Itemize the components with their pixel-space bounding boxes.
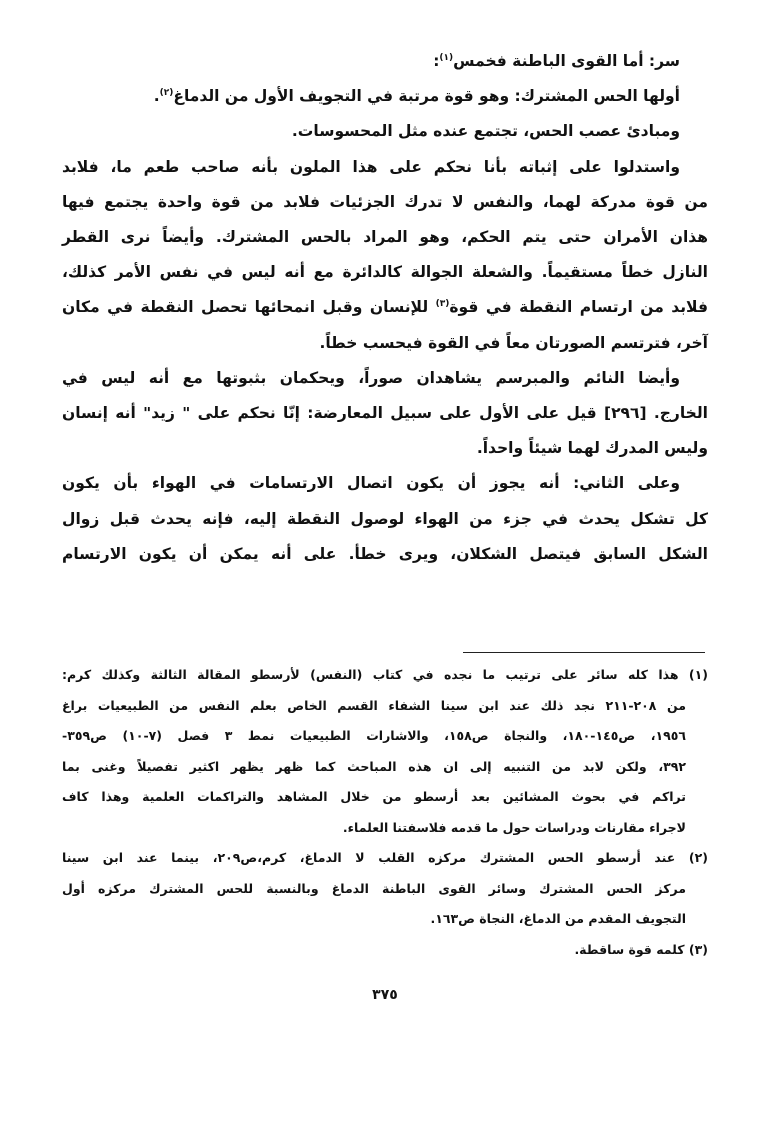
- footnote-number: (١): [688, 667, 708, 682]
- footnote-3: (٣) كلمه قوة ساقطة.: [574, 941, 708, 957]
- footnote-line: من ٢٠٨-٢١١ نجد ذلك عند ابن سينا الشفاء القسم الخاص بعلم النفس من الطبيعيات براغ: [62, 697, 686, 713]
- text-line: آخر، فترتسم الصورتان معاً في القوة فيحسب خطاً.: [319, 333, 708, 352]
- text-line: أولها الحس المشترك: وهو قوة مرتبة في التجويف الأول من الدماغ$^{(٢)}$.: [153, 87, 680, 106]
- footnote-line: مركز الحس المشترك وسائر القوى الباطنة الدماغ وبالنسبة للحس المشترك مركزه أول: [62, 880, 686, 896]
- text-line: كل تشكل يحدث في جزء من الهواء لوصول النقطة إليه، فإنه يحدث قبل زوال: [62, 509, 708, 528]
- footnotes: [62, 660, 708, 965]
- text-line: واستدلوا على إثباته بأنا نحكم على هذا الملون بأنه صاحب طعم ما، فلابد: [62, 157, 680, 176]
- footnote-line: ٣٩٢، ولكن لابد من التنبيه إلى ان هذه المباحث كما ظهر يظهر اكثير تفصيلاً وغنى بما: [62, 758, 686, 774]
- footnote-line: لاجراء مقارنات ودراسات حول ما قدمه فلاسفتنا العلماء.: [342, 819, 686, 835]
- text-line: هذان الأمران حتى يتم الحكم، وهو المراد بالحس المشترك. وأيضاً نرى القطر: [62, 228, 708, 247]
- footnote-line: ١٩٥٦، ص١٤٥-١٨٠، والنجاة ص١٥٨، والاشارات الطبيعيات نمط ٣ فصل (٧-١٠) ص٣٥٩-: [62, 728, 686, 743]
- text-line: النازل خطاً مستقيماً. والشعلة الجوالة كالدائرة مع أنه ليس في نفس الأمر كذلك،: [62, 263, 708, 282]
- footnote-marker[interactable]: (٢): [159, 88, 174, 99]
- page-number: ٣٧٥: [372, 987, 398, 1003]
- text-line: الشكل السابق فيتصل الشكلان، ويرى خطأ. على أنه يمكن أن يكون الارتسام: [62, 544, 708, 563]
- footnote-number: (٢): [688, 850, 708, 865]
- footnote-1: (١) هذا كله سائر على ترتيب ما نجده في كتاب (النفس) لأرسطو المقالة الثالثة وكذلك كرم:: [62, 667, 708, 682]
- footnote-line: التجويف المقدم من الدماغ، النجاة ص١٦٣.: [430, 911, 686, 926]
- main-text: [62, 44, 708, 572]
- footnote-marker[interactable]: (٣): [435, 299, 450, 310]
- text-line: فلابد من ارتسام النقطة في قوة$^{(٣)}$ للإنسان وقبل انمحائها تحصل النقطة في مكان: [62, 298, 708, 317]
- text-line: وأيضا النائم والمبرسم يشاهدان صوراً، ويحكمان بثبوتها مع أنه ليس في: [62, 368, 680, 387]
- text-line: الخارج. [٢٩٦] قيل على الأول على سبيل المعارضة: إنّا نحكم على " زيد" أنه إنسان: [62, 404, 708, 423]
- footnote-number: (٣): [688, 941, 708, 957]
- text-line: وعلى الثاني: أنه يجوز أن يكون اتصال الارتسامات في الهواء بأن يكون: [62, 474, 680, 493]
- footnote-separator: [463, 652, 705, 653]
- text-line: ومبادئ عصب الحس، تجتمع عنده مثل المحسوسات.: [291, 122, 680, 141]
- footnote-line: تراكم في بحوث المشائين بعد أرسطو من خلال المشاهد والتراكمات العلمية وهذا كاف: [62, 789, 686, 804]
- footnote-marker[interactable]: (١): [439, 52, 454, 63]
- footnote-2: (٢) عند أرسطو الحس المشترك مركزه القلب لا الدماغ، كرم،ص٢٠٩، بينما عند ابن سينا: [62, 850, 708, 865]
- text-line: سر: أما القوى الباطنة فخمس$^{(١)}$:: [433, 52, 680, 70]
- text-line: وليس المدرك لهما شيئاً واحداً.: [476, 439, 708, 458]
- text-line: من قوة مدركة لهما، والنفس لا تدرك الجزئيات فلابد من قوة واحدة يجتمع فيها: [62, 192, 708, 211]
